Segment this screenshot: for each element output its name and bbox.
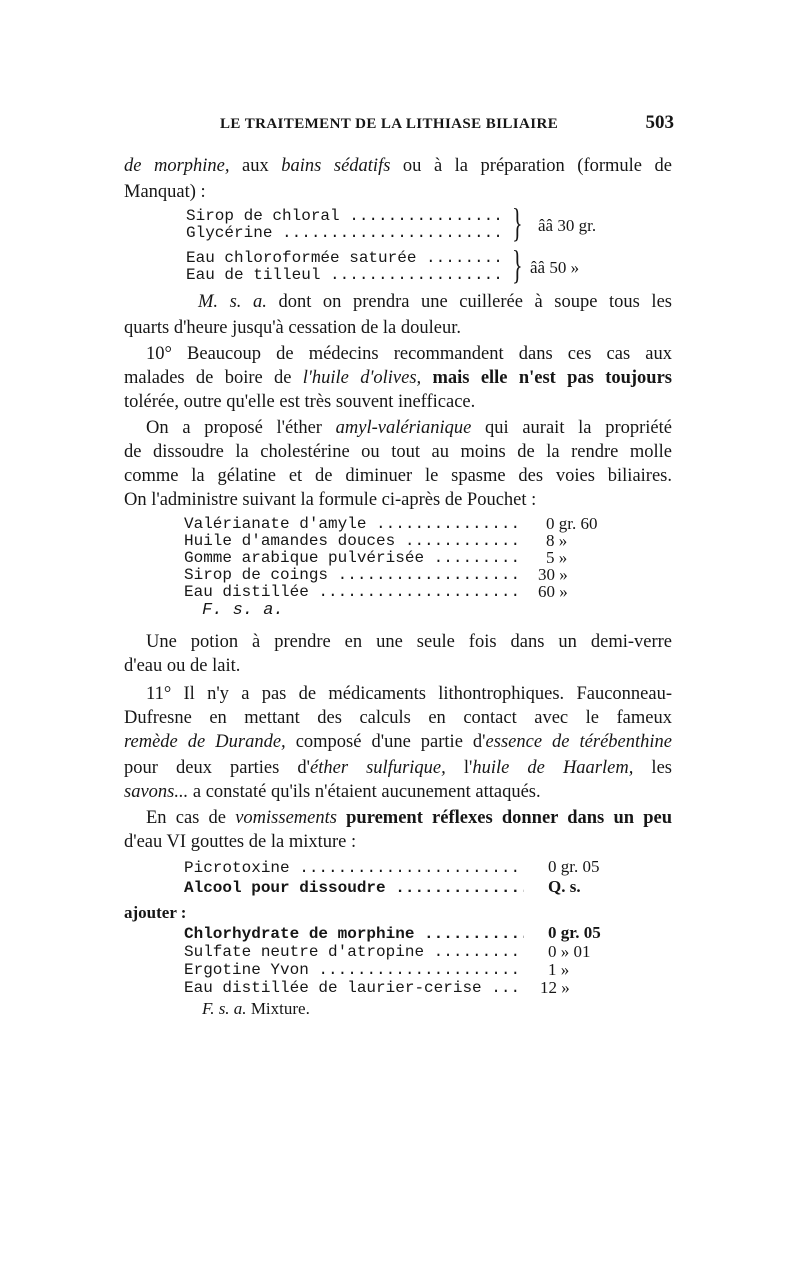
paragraph-line: On l'administre suivant la formule ci-après de Pouchet : bbox=[124, 490, 537, 510]
italic-term: savons... bbox=[124, 782, 189, 802]
italic-term: bains sédatifs bbox=[281, 156, 391, 176]
paragraph-line: de morphine, aux bains sédatifs ou à la préparation (formule de bbox=[124, 156, 672, 176]
paragraph-line: d'eau ou de lait. bbox=[124, 656, 241, 676]
rx-ingredient: Sirop de chloral ..... bbox=[186, 208, 504, 225]
rx-fsa: F. s. a. Mixture. bbox=[202, 999, 310, 1018]
page-header bbox=[120, 112, 680, 138]
rx-dose: 0 gr. 05 bbox=[548, 923, 601, 942]
italic-term: vomissements bbox=[235, 808, 337, 828]
italic-term: l'huile d'olives, bbox=[302, 368, 422, 388]
paragraph-line: pour deux parties d'éther sulfurique, l'huile de Haarlem, les bbox=[124, 758, 672, 778]
rx-dose: 5 » bbox=[546, 548, 568, 567]
rx-dose: ââ 30 gr. bbox=[538, 216, 597, 235]
paragraph-line: 10° Beaucoup de médecins recommandent dans ces cas aux bbox=[146, 344, 672, 364]
rx-ingredient: Sirop de coings ..... bbox=[184, 567, 518, 584]
rx-ingredient: Eau chloroformée saturée ..... bbox=[186, 250, 504, 267]
brace: } bbox=[512, 242, 523, 287]
rx-dose: 8 » bbox=[546, 531, 568, 550]
rx-dose: 12 » bbox=[540, 978, 570, 997]
rx-dose: 1 » bbox=[548, 960, 570, 979]
italic-term: éther sulfurique, bbox=[310, 758, 446, 778]
italic-term: de morphine, bbox=[124, 156, 230, 176]
rx-dose: 0 gr. 60 bbox=[546, 514, 598, 533]
rx-ingredient: Eau distillée ..... bbox=[184, 584, 518, 601]
rx-dose: Q. s. bbox=[548, 877, 581, 896]
paragraph-line: En cas de vomissements purement réflexes donner dans un peu bbox=[146, 808, 672, 828]
paragraph-line: comme la gélatine et de diminuer le spasme des voies biliaires. bbox=[124, 466, 672, 486]
paragraph-line: de dissoudre la cholestérine ou tout au moins de la rendre molle bbox=[124, 442, 672, 462]
paragraph-line: Dufresne en mettant des calculs en contact avec le fameux bbox=[124, 708, 672, 728]
rx-ingredient: Gomme arabique pulvérisée ..... bbox=[184, 550, 518, 567]
rx-ingredient: Eau distillée de laurier-cerise ..... bbox=[184, 980, 524, 997]
paragraph-line: 11° Il n'y a pas de médicaments lithontrophiques. Fauconneau- bbox=[146, 684, 672, 704]
rx-ingredient: Ergotine Yvon ..... bbox=[184, 962, 524, 979]
paragraph-line: On a proposé l'éther amyl-valérianique qui aurait la propriété bbox=[146, 418, 672, 438]
rx-ingredient: Valérianate d'amyle ..... bbox=[184, 516, 518, 533]
italic-term: huile de Haarlem, bbox=[472, 758, 634, 778]
rx-dose: 0 » 01 bbox=[548, 942, 591, 961]
rx-dose: 60 » bbox=[538, 582, 568, 601]
paragraph-line: d'eau VI gouttes de la mixture : bbox=[124, 832, 357, 852]
brace: } bbox=[512, 200, 523, 245]
rx-dose: 30 » bbox=[538, 565, 568, 584]
page-number: 503 bbox=[645, 112, 674, 133]
rx-fsa: F. s. a. bbox=[202, 601, 284, 620]
rx-ingredient: Eau de tilleul ..... bbox=[186, 267, 504, 284]
rx-ingredient: Glycérine ..... bbox=[186, 225, 504, 242]
paragraph-line: Manquat) : bbox=[124, 182, 206, 202]
italic-term: essence de térébenthine bbox=[485, 732, 672, 752]
rx-ingredient: Chlorhydrate de morphine ..... bbox=[184, 926, 524, 943]
paragraph-line: malades de boire de l'huile d'olives, mais elle n'est pas toujours bbox=[124, 368, 672, 388]
rx-instruction: ajouter : bbox=[124, 903, 187, 922]
rx-ingredient: Picrotoxine ..... bbox=[184, 860, 524, 877]
paragraph-line: tolérée, outre qu'elle est très souvent inefficace. bbox=[124, 392, 476, 412]
rx-ingredient: Sulfate neutre d'atropine ..... bbox=[184, 944, 524, 961]
rx-dose: 0 gr. 05 bbox=[548, 857, 600, 876]
paragraph-line: quarts d'heure jusqu'à cessation de la douleur. bbox=[124, 318, 462, 338]
running-title: LE TRAITEMENT DE LA LITHIASE BILIAIRE bbox=[220, 116, 559, 132]
rx-ingredient: Huile d'amandes douces ..... bbox=[184, 533, 518, 550]
paragraph-line: savons... a constaté qu'ils n'étaient aucunement attaqués. bbox=[124, 782, 541, 802]
italic-term: amyl-valérianique bbox=[335, 418, 472, 438]
rx-ingredient: Alcool pour dissoudre ..... bbox=[184, 880, 524, 897]
paragraph-line: remède de Durande, composé d'une partie d'essence de térébenthine bbox=[124, 732, 672, 752]
paragraph-line: Une potion à prendre en une seule fois dans un demi-verre bbox=[146, 632, 672, 652]
rx-dose: ââ 50 » bbox=[530, 258, 580, 277]
paragraph-line: M. s. a. dont on prendra une cuillerée à soupe tous les bbox=[198, 292, 672, 312]
italic-term: M. s. a. bbox=[198, 292, 267, 312]
italic-term: remède de Durande, bbox=[124, 732, 286, 752]
